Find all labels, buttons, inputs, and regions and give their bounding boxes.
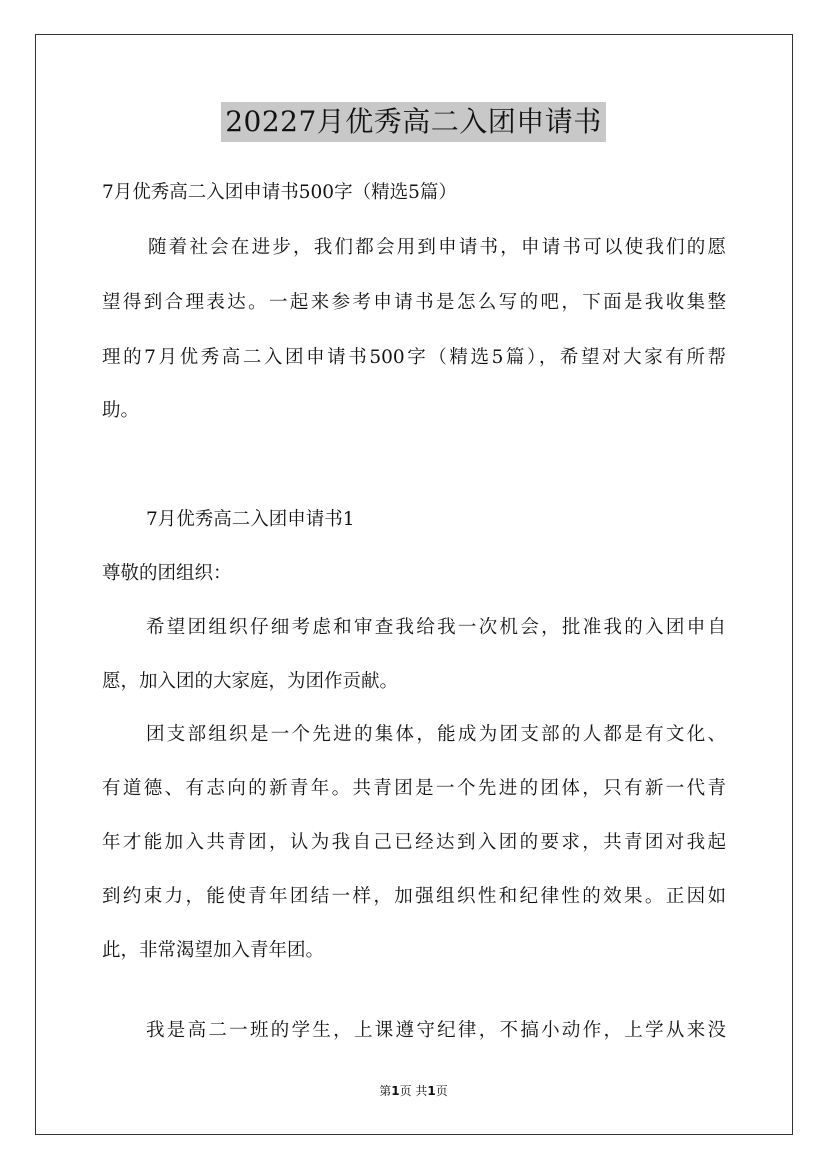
footer-page-prefix: 第 bbox=[379, 1084, 392, 1098]
intro-line-3: 理的7月优秀高二入团申请书500字（精选5篇），希望对大家有所帮 bbox=[102, 347, 726, 368]
intro-line-1: 随着社会在进步，我们都会用到申请书，申请书可以使我们的愿 bbox=[148, 237, 726, 258]
intro-line-2: 望得到合理表达。一起来参考申请书是怎么写的吧，下面是我收集整 bbox=[102, 292, 726, 313]
body-line-2: 愿，加入团的大家庭，为团作贡献。 bbox=[102, 671, 399, 692]
footer-page-number: 1 bbox=[391, 1084, 400, 1098]
footer-total-pages: 1 bbox=[427, 1084, 436, 1098]
salutation: 尊敬的团组织： bbox=[102, 563, 232, 584]
body-line-7: 此，非常渴望加入青年团。 bbox=[102, 940, 325, 961]
body-line-1: 希望团组织仔细考虑和审查我给我一次机会，批准我的入团申自 bbox=[146, 617, 726, 638]
body-line-6: 到约束力，能使青年团结一样，加强组织性和纪律性的效果。正因如 bbox=[102, 886, 726, 907]
body-line-5: 年才能加入共青团，认为我自己已经达到入团的要求，共青团对我起 bbox=[102, 832, 726, 853]
document-subtitle: 7月优秀高二入团申请书500字（精选5篇） bbox=[102, 182, 457, 203]
body-line-4: 有道德、有志向的新青年。共青团是一个先进的团体，只有新一代青 bbox=[102, 778, 726, 799]
footer-total-suffix: 页 bbox=[435, 1084, 448, 1098]
body-line-3: 团支部组织是一个先进的集体，能成为团支部的人都是有文化、 bbox=[146, 724, 726, 745]
page-footer bbox=[0, 1083, 827, 1099]
footer-page-suffix: 页 共 bbox=[399, 1084, 428, 1098]
intro-line-4: 助。 bbox=[102, 400, 140, 421]
title-container bbox=[0, 102, 827, 142]
document-title: 20227月优秀高二入团申请书 bbox=[221, 102, 606, 142]
body-line-8: 我是高二一班的学生，上课遵守纪律，不搞小动作，上学从来没 bbox=[146, 1020, 726, 1041]
section-heading: 7月优秀高二入团申请书1 bbox=[146, 509, 355, 530]
